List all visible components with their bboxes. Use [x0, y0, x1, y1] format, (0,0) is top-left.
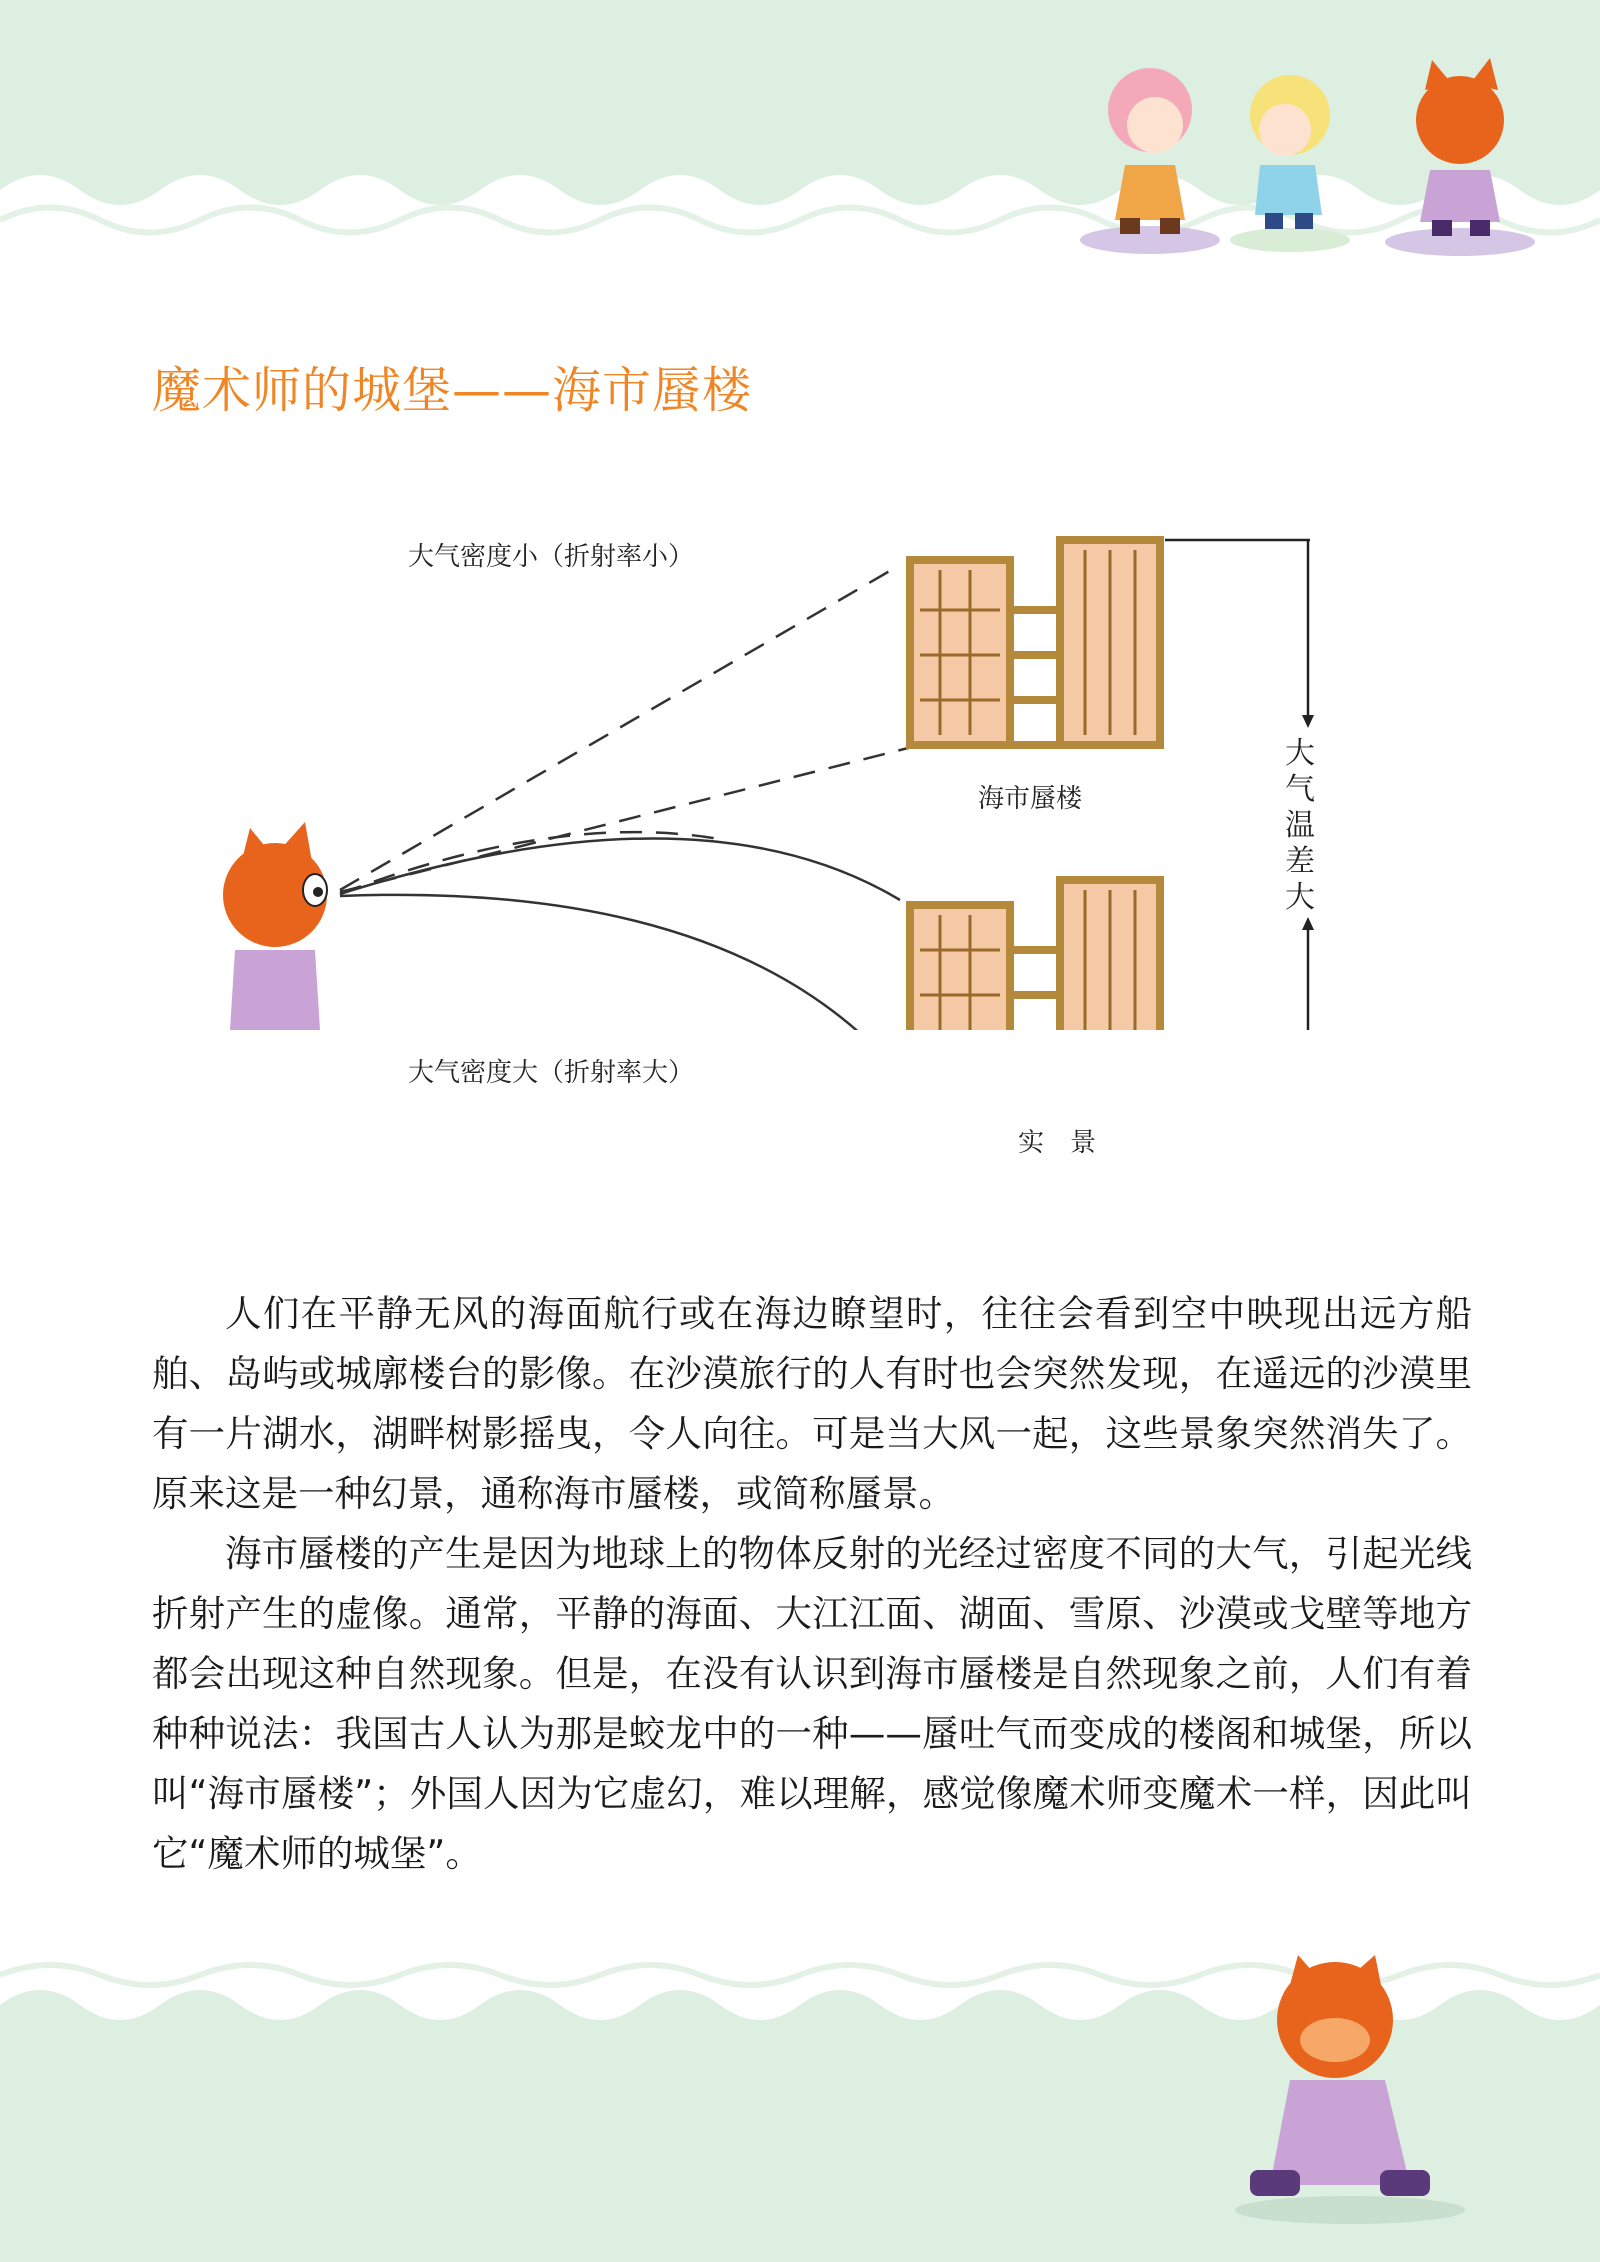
- temperature-difference-label: 大气温差大: [1282, 736, 1318, 916]
- high-density-label: 大气密度大（折射率大）: [408, 1058, 695, 1088]
- mirage-label: 海市蜃楼: [978, 784, 1083, 814]
- real-scene-label: 实 景: [1018, 1128, 1097, 1158]
- observer-cat-illustration: [223, 822, 327, 1030]
- paragraph-2: 海市蜃楼的产生是因为地球上的物体反射的光经过密度不同的大气，引起光线折射产生的虚像。通常，平静的海面、大江江面、湖面、雪原、沙漠或戈壁等地方都会出现这种自然现象。但是，在没有认识到海市蜃楼是自然现象之前，人们有着种种说法：我国古人认为那是蛟龙中的一种——蜃吐气而变成的楼阁和城堡，所以叫“海市蜃楼”；外国人因为它虚幻，难以理解，感觉像魔术师变魔术一样，因此叫它“魔术师的城堡”。: [152, 1532, 1472, 1875]
- page-title: 魔术师的城堡——海市蜃楼: [152, 362, 753, 419]
- low-density-label: 大气密度小（折射率小）: [408, 542, 695, 572]
- mirage-diagram: [180, 510, 1360, 1030]
- mirage-buildings-illustration: [910, 540, 1160, 745]
- running-characters-illustration: [1060, 50, 1560, 270]
- real-buildings-illustration: [910, 880, 1160, 1030]
- sitting-cat-illustration: [1210, 1955, 1480, 2230]
- paragraph-1: 人们在平静无风的海面航行或在海边瞭望时，往往会看到空中映现出远方船舶、岛屿或城廓楼台的影像。在沙漠旅行的人有时也会突然发现，在遥远的沙漠里有一片湖水，湖畔树影摇曳，令人向往。可是当大风一起，这些景象突然消失了。原来这是一种幻景，通称海市蜃楼，或简称蜃景。: [152, 1292, 1472, 1515]
- article-body: [152, 1284, 1472, 1884]
